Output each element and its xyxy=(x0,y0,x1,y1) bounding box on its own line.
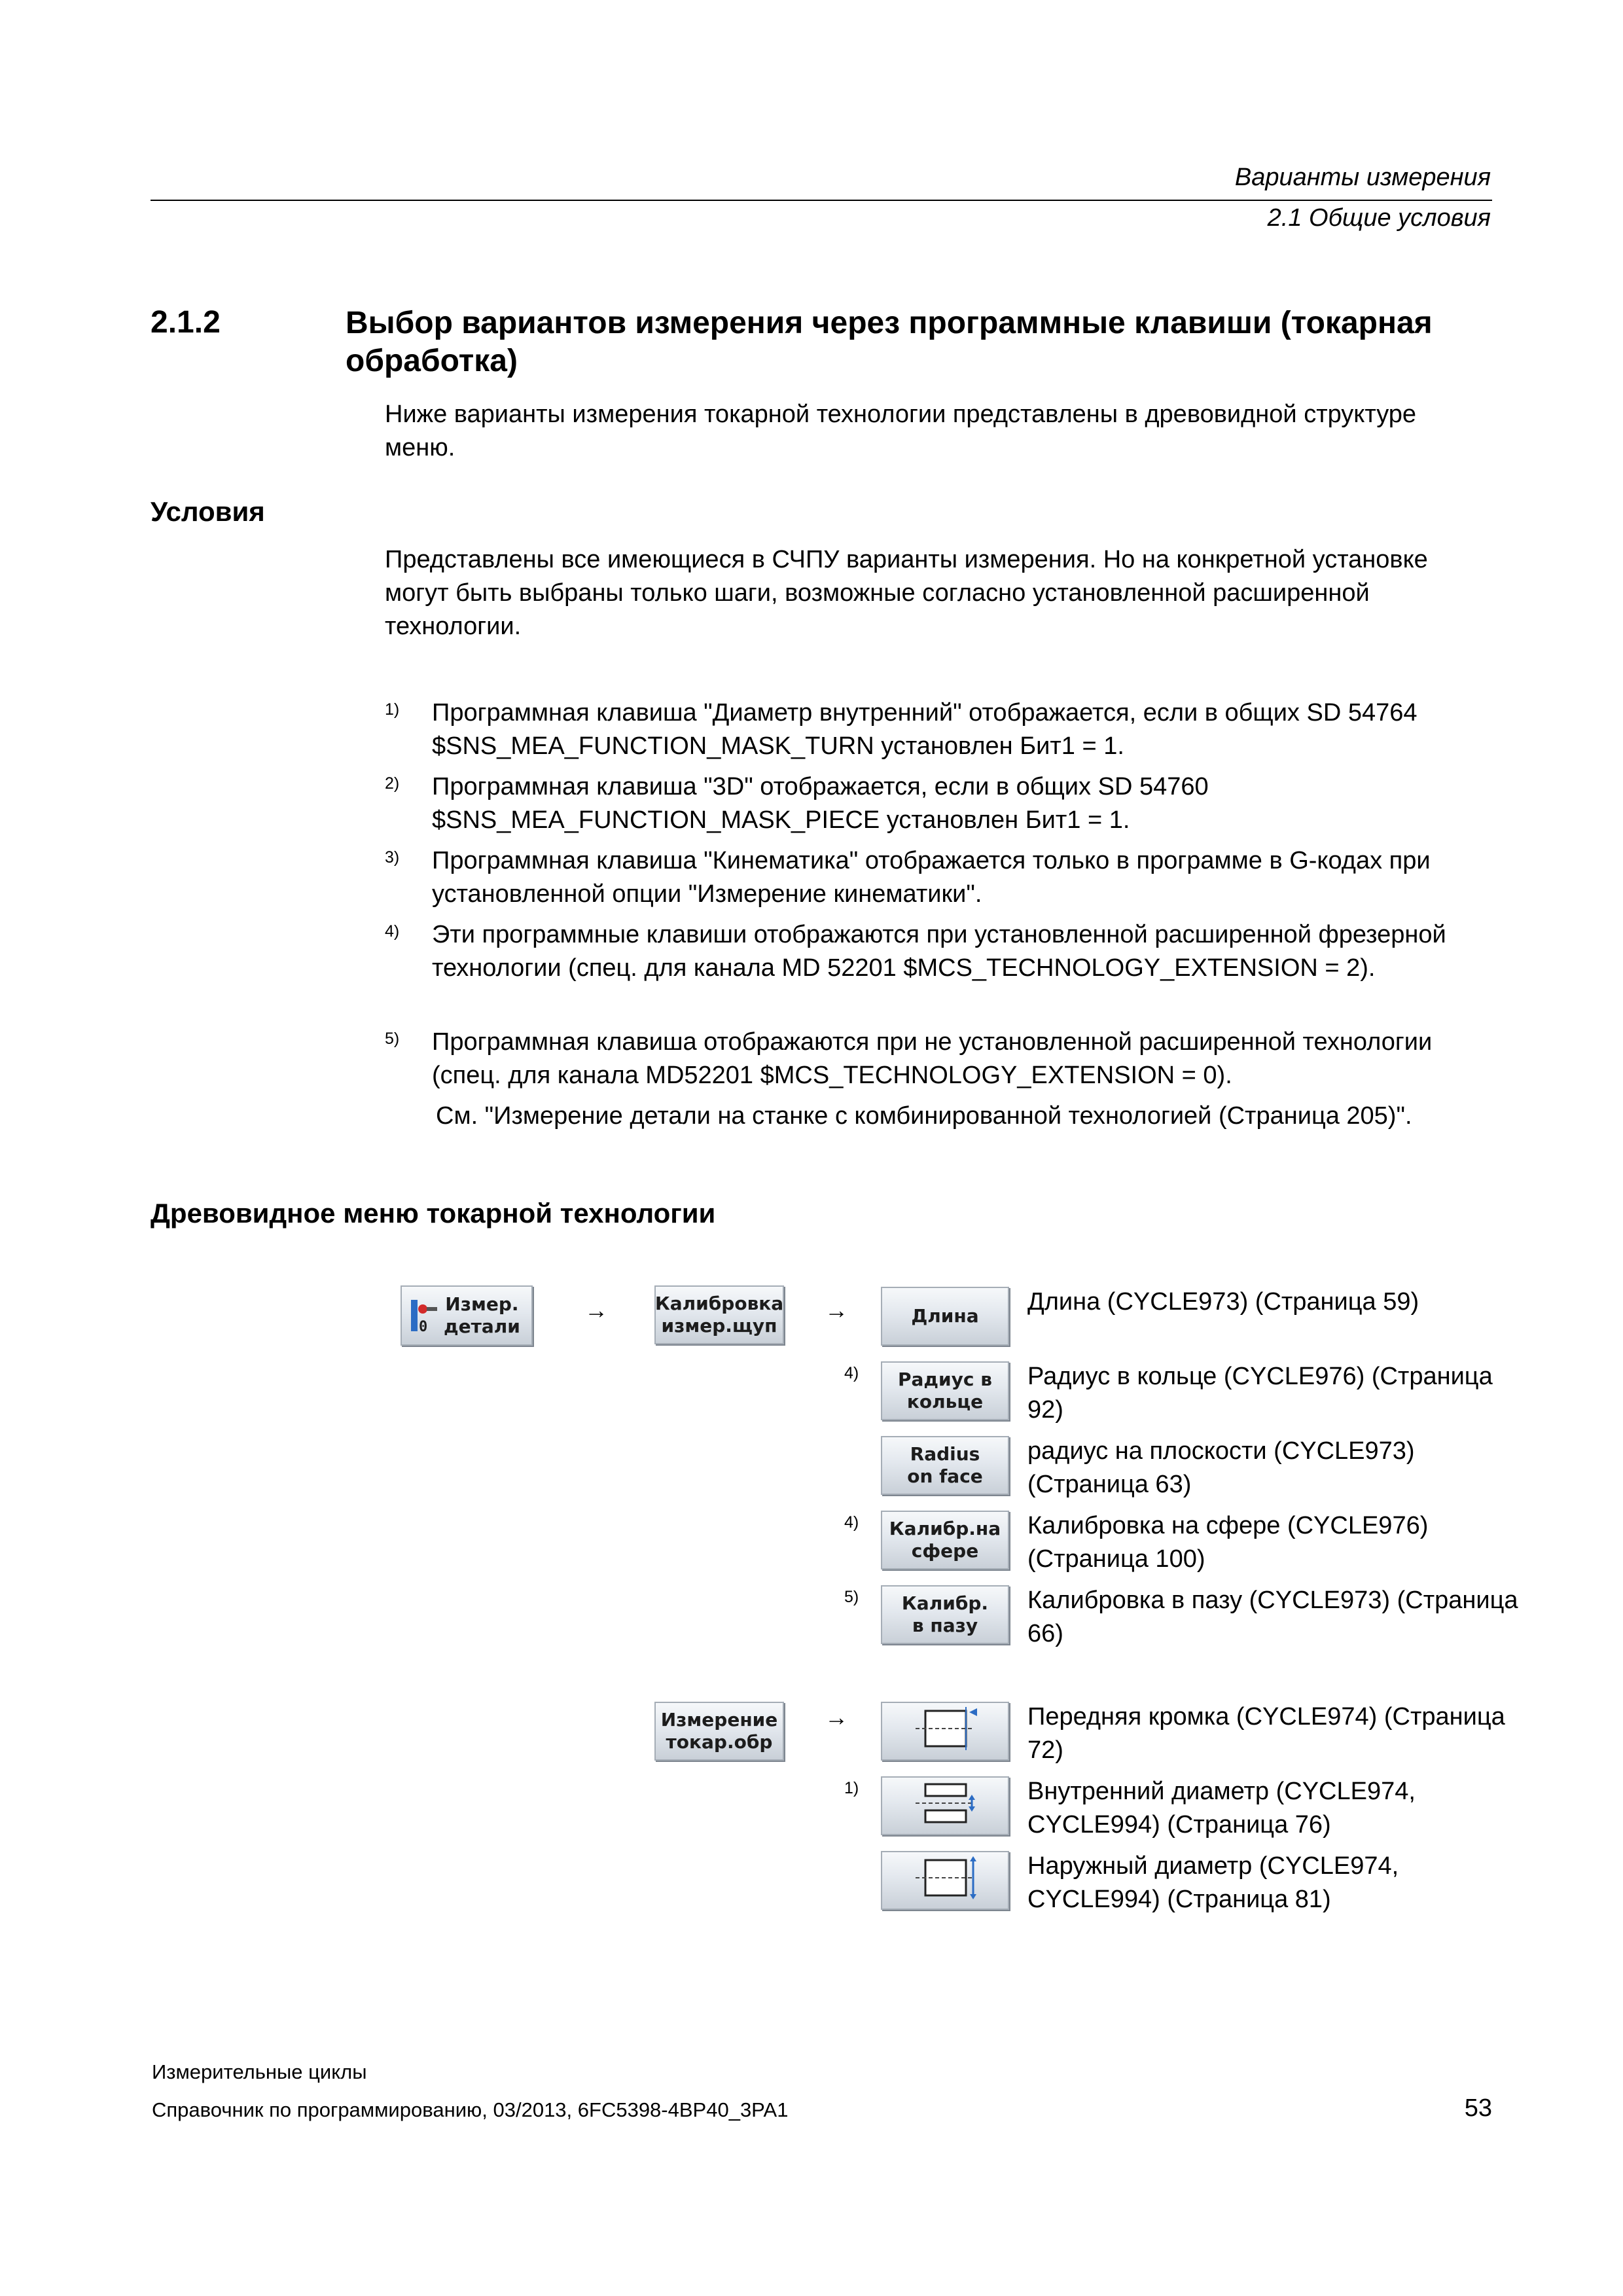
footnote-mark: 4) xyxy=(385,922,400,941)
softkey-label: Длина xyxy=(911,1305,979,1327)
radius-on-face-softkey[interactable] xyxy=(881,1436,1009,1495)
footnote-ref: 4) xyxy=(844,1364,859,1382)
footnote-ref: 4) xyxy=(844,1513,859,1532)
section-intro: Ниже варианты измерения токарной технологии представлены в древовидной структуре меню. xyxy=(385,401,1417,461)
footnote-ref: 5) xyxy=(844,1588,859,1606)
tree-menu-heading: Древовидное меню токарной технологии xyxy=(151,1198,716,1229)
running-header-section: 2.1 Общие условия xyxy=(1267,204,1491,232)
footnote-text: Программная клавиша "Кинематика" отображается только в программе в G-кодах при установленной опции "Измерение кинематики". xyxy=(432,847,1431,908)
tree-arrow: → xyxy=(825,1704,848,1731)
outer-diameter-icon xyxy=(896,1855,994,1906)
radius-in-ring-description: Радиус в кольце (CYCLE976) (Страница 92) xyxy=(1027,1363,1493,1424)
radius-in-ring-softkey[interactable] xyxy=(881,1361,1009,1420)
footnote-text: Программная клавиша отображаются при не установленной расширенной технологии (спец. для канала MD52201 $MCS_TECHNOLOGY_EXTENSION = 0). xyxy=(432,1028,1433,1089)
conditions-text: Представлены все имеющиеся в СЧПУ варианты измерения. Но на конкретной установке могут быть выбраны только шаги, возможные согласно установленной расширенной технологии. xyxy=(385,546,1428,640)
inner-diameter-softkey[interactable] xyxy=(881,1776,1009,1835)
measure-workpiece-softkey[interactable] xyxy=(401,1285,533,1346)
footer-reference: Справочник по программированию, 03/2013, 6FC5398-4BP40_3PA1 xyxy=(152,2098,789,2121)
footnote-mark: 3) xyxy=(385,848,400,867)
front-edge-description: Передняя кромка (CYCLE974) (Страница 72) xyxy=(1027,1703,1505,1764)
outer-diameter-description: Наружный диаметр (CYCLE974, CYCLE994) (Страница 81) xyxy=(1027,1852,1399,1913)
calibrate-in-slot-description: Калибровка в пазу (CYCLE973) (Страница 66) xyxy=(1027,1587,1518,1647)
outer-diameter-softkey[interactable] xyxy=(881,1851,1009,1910)
softkey-label: Калибровка измер.щуп xyxy=(654,1293,784,1336)
footnote-mark: 5) xyxy=(385,1030,400,1048)
footnote-text: Программная клавиша "Диаметр внутренний" отображается, если в общих SD 54764 $SNS_MEA_FUNCTION_MASK_TURN установлен Бит1 = 1. xyxy=(432,699,1418,760)
footnote-mark: 2) xyxy=(385,774,400,793)
tree-arrow: → xyxy=(825,1297,848,1323)
calibrate-on-sphere-description: Калибровка на сфере (CYCLE976) (Страница 100) xyxy=(1027,1512,1429,1573)
radius-on-face-description: радиус на плоскости (CYCLE973) (Страница 63) xyxy=(1027,1437,1415,1498)
softkey-label: Измер. детали xyxy=(444,1293,520,1337)
softkey-label: Калибр.на сфере xyxy=(889,1518,1001,1562)
running-header-chapter: Варианты измерения xyxy=(1234,164,1491,191)
conditions-heading: Условия xyxy=(151,496,265,527)
front-edge-softkey[interactable] xyxy=(881,1702,1009,1761)
footnote-mark: 1) xyxy=(385,700,400,719)
footer-title: Измерительные циклы xyxy=(152,2060,367,2083)
length-description: Длина (CYCLE973) (Страница 59) xyxy=(1027,1288,1419,1316)
calibrate-in-slot-softkey[interactable] xyxy=(881,1585,1009,1644)
inner-diameter-icon xyxy=(896,1780,994,1831)
softkey-label: Radius on face xyxy=(907,1443,983,1487)
zero-point-label: 0 xyxy=(419,1319,428,1335)
footnote-ref: 1) xyxy=(844,1779,859,1797)
softkey-label: Радиус в кольце xyxy=(898,1369,992,1412)
footnote-text: Программная клавиша "3D" отображается, если в общих SD 54760 $SNS_MEA_FUNCTION_MASK_PIECE установлен Бит1 = 1. xyxy=(432,773,1209,834)
softkey-label: Измерение токар.обр xyxy=(660,1709,778,1753)
calibrate-on-sphere-softkey[interactable] xyxy=(881,1511,1009,1570)
see-also-link[interactable]: См. "Измерение детали на станке с комбинированной технологией (Страница 205)". xyxy=(436,1102,1412,1130)
header-rule xyxy=(151,200,1492,201)
calibrate-probe-softkey[interactable] xyxy=(654,1285,784,1344)
inner-diameter-description: Внутренний диаметр (CYCLE974, CYCLE994) (Страница 76) xyxy=(1027,1778,1416,1839)
footnote-text: Эти программные клавиши отображаются при установленной расширенной фрезерной технологии (спец. для канала MD 52201 $MCS_TECHNOLOGY_EXTENSION = 2). xyxy=(432,921,1446,982)
section-number: 2.1.2 xyxy=(151,305,221,340)
front-edge-icon xyxy=(896,1706,994,1757)
length-softkey[interactable] xyxy=(881,1287,1009,1346)
tree-arrow: → xyxy=(584,1297,608,1323)
page-number: 53 xyxy=(1464,2094,1492,2122)
section-title: Выбор вариантов измерения через программные клавиши (токарная обработка) xyxy=(346,306,1433,378)
probe-icon xyxy=(408,1296,438,1335)
measure-turning-softkey[interactable] xyxy=(654,1702,784,1761)
softkey-label: Калибр. в пазу xyxy=(901,1592,989,1636)
